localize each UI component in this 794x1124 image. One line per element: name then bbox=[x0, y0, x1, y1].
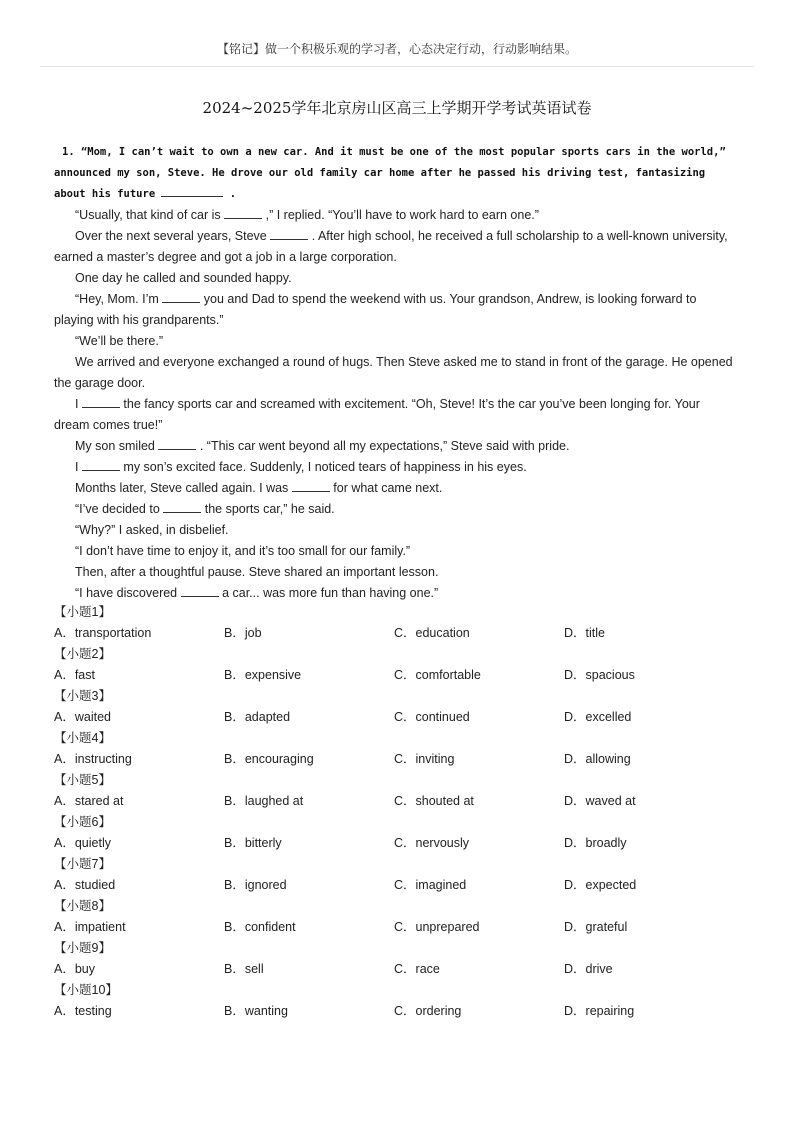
option-a[interactable]: A．fast bbox=[54, 668, 95, 682]
option-c[interactable]: C．inviting bbox=[394, 752, 455, 766]
option-d[interactable]: D．excelled bbox=[564, 710, 632, 724]
blank-2 bbox=[224, 206, 262, 219]
para-text: ,” I replied. “You’ll have to work hard to earn one.” bbox=[262, 208, 539, 222]
paragraph bbox=[54, 226, 738, 268]
option-b[interactable]: B．job bbox=[224, 626, 262, 640]
para-text: a car... was more fun than having one.” bbox=[218, 586, 439, 600]
sub-question-label: 【小题8】 bbox=[54, 899, 111, 913]
paragraph: Then, after a thoughtful pause. Steve shared an important lesson. bbox=[75, 565, 439, 579]
para-text: “I’ve decided to bbox=[75, 502, 164, 516]
option-a[interactable]: A．waited bbox=[54, 710, 111, 724]
option-d[interactable]: D．repairing bbox=[564, 1004, 635, 1018]
option-row bbox=[54, 833, 754, 854]
option-d[interactable]: D．waved at bbox=[564, 794, 636, 808]
option-c[interactable]: C．continued bbox=[394, 710, 470, 724]
option-d[interactable]: D．broadly bbox=[564, 836, 627, 850]
paragraph: “I don’t have time to enjoy it, and it’s too small for our family.” bbox=[75, 544, 411, 558]
paragraph bbox=[54, 436, 738, 457]
reading-passage bbox=[54, 142, 738, 604]
option-b[interactable]: B．ignored bbox=[224, 878, 287, 892]
option-d[interactable]: D．title bbox=[564, 626, 605, 640]
sub-question-label: 【小题1】 bbox=[54, 605, 111, 619]
option-a[interactable]: A．instructing bbox=[54, 752, 132, 766]
question-options bbox=[54, 602, 754, 1022]
header-divider bbox=[40, 66, 754, 67]
option-c[interactable]: C．nervously bbox=[394, 836, 470, 850]
option-d[interactable]: D．drive bbox=[564, 962, 613, 976]
sub-question-label: 【小题5】 bbox=[54, 773, 111, 787]
option-d[interactable]: D．expected bbox=[564, 878, 637, 892]
blank-10 bbox=[181, 584, 219, 597]
option-b[interactable]: B．laughed at bbox=[224, 794, 304, 808]
intro-text-end: . bbox=[223, 188, 237, 200]
option-row bbox=[54, 665, 754, 686]
option-d[interactable]: D．allowing bbox=[564, 752, 631, 766]
blank-3 bbox=[270, 227, 308, 240]
option-row bbox=[54, 875, 754, 896]
option-b[interactable]: B．wanting bbox=[224, 1004, 288, 1018]
header-motto: 【铭记】做一个积极乐观的学习者，心态决定行动，行动影响结果。 bbox=[216, 42, 577, 56]
para-text: “Usually, that kind of car is bbox=[75, 208, 225, 222]
option-c[interactable]: C．ordering bbox=[394, 1004, 462, 1018]
paragraph: One day he called and sounded happy. bbox=[75, 271, 292, 285]
option-b[interactable]: B．expensive bbox=[224, 668, 302, 682]
option-b[interactable]: B．encouraging bbox=[224, 752, 314, 766]
option-row bbox=[54, 749, 754, 770]
exam-title: 2024~2025学年北京房山区高三上学期开学考试英语试卷 bbox=[202, 99, 592, 117]
option-c[interactable]: C．education bbox=[394, 626, 470, 640]
para-text: I bbox=[75, 460, 82, 474]
option-a[interactable]: A．studied bbox=[54, 878, 116, 892]
option-a[interactable]: A．buy bbox=[54, 962, 95, 976]
option-row bbox=[54, 1001, 754, 1022]
para-text: I bbox=[75, 397, 82, 411]
option-c[interactable]: C．imagined bbox=[394, 878, 467, 892]
para-text: my son’s excited face. Suddenly, I noticed tears of happiness in his eyes. bbox=[119, 460, 527, 474]
para-text: the sports car,” he said. bbox=[201, 502, 335, 516]
blank-5 bbox=[82, 395, 120, 408]
para-text: you and Dad to spend the weekend with us. Your grandson, Andrew, is looking forward to playing with his grandparents.” bbox=[54, 292, 697, 327]
option-a[interactable]: A．impatient bbox=[54, 920, 126, 934]
option-row bbox=[54, 707, 754, 728]
paragraph bbox=[54, 478, 738, 499]
question-intro bbox=[54, 142, 738, 205]
option-a[interactable]: A．quietly bbox=[54, 836, 111, 850]
option-b[interactable]: B．sell bbox=[224, 962, 264, 976]
paragraph bbox=[54, 394, 738, 436]
blank-6 bbox=[158, 437, 196, 450]
option-row bbox=[54, 959, 754, 980]
paragraph: “Why?” I asked, in disbelief. bbox=[75, 523, 229, 537]
para-text: “Hey, Mom. I’m bbox=[75, 292, 163, 306]
sub-question-label: 【小题3】 bbox=[54, 689, 111, 703]
para-text: for what came next. bbox=[329, 481, 443, 495]
blank-4 bbox=[162, 290, 200, 303]
option-c[interactable]: C．shouted at bbox=[394, 794, 474, 808]
paragraph bbox=[54, 457, 738, 478]
paragraph: We arrived and everyone exchanged a round of hugs. Then Steve asked me to stand in front of the garage. He opened the garage door. bbox=[54, 355, 733, 390]
paragraph bbox=[54, 289, 738, 331]
sub-question-label: 【小题6】 bbox=[54, 815, 111, 829]
intro-text: 1. “Mom, I can’t wait to own a new car. And it must be one of the most popular sports cars in the world,” announced my son, Steve. He drove our old family car home after he passed his driving test, fantasizing about his future bbox=[54, 146, 726, 200]
para-text: My son smiled bbox=[75, 439, 159, 453]
option-row bbox=[54, 791, 754, 812]
sub-question-label: 【小题10】 bbox=[54, 983, 118, 997]
option-d[interactable]: D．grateful bbox=[564, 920, 628, 934]
sub-question-label: 【小题9】 bbox=[54, 941, 111, 955]
paragraph: “We’ll be there.” bbox=[75, 334, 163, 348]
para-text: . “This car went beyond all my expectations,” Steve said with pride. bbox=[196, 439, 570, 453]
blank-7 bbox=[82, 458, 120, 471]
paragraph bbox=[54, 205, 738, 226]
option-b[interactable]: B．bitterly bbox=[224, 836, 282, 850]
blank-9 bbox=[163, 500, 201, 513]
sub-question-label: 【小题2】 bbox=[54, 647, 111, 661]
option-a[interactable]: A．transportation bbox=[54, 626, 152, 640]
option-b[interactable]: B．adapted bbox=[224, 710, 291, 724]
blank-1 bbox=[161, 184, 223, 197]
paragraph bbox=[54, 583, 738, 604]
para-text: the fancy sports car and screamed with excitement. “Oh, Steve! It’s the car you’ve been longing for. Your dream comes true!” bbox=[54, 397, 700, 432]
para-text: . After high school, he received a full scholarship to a well-known university, earned a master’s degree and got a job in a large corporation. bbox=[54, 229, 728, 264]
option-a[interactable]: A．testing bbox=[54, 1004, 112, 1018]
blank-8 bbox=[292, 479, 330, 492]
option-row bbox=[54, 917, 754, 938]
para-text: Months later, Steve called again. I was bbox=[75, 481, 292, 495]
option-c[interactable]: C．race bbox=[394, 962, 440, 976]
paragraph bbox=[54, 499, 738, 520]
option-b[interactable]: B．confident bbox=[224, 920, 296, 934]
sub-question-label: 【小题4】 bbox=[54, 731, 111, 745]
option-c[interactable]: C．comfortable bbox=[394, 668, 481, 682]
sub-question-label: 【小题7】 bbox=[54, 857, 111, 871]
option-row bbox=[54, 623, 754, 644]
para-text: Over the next several years, Steve bbox=[75, 229, 271, 243]
para-text: “I have discovered bbox=[75, 586, 181, 600]
option-d[interactable]: D．spacious bbox=[564, 668, 635, 682]
option-c[interactable]: C．unprepared bbox=[394, 920, 480, 934]
option-a[interactable]: A．stared at bbox=[54, 794, 124, 808]
